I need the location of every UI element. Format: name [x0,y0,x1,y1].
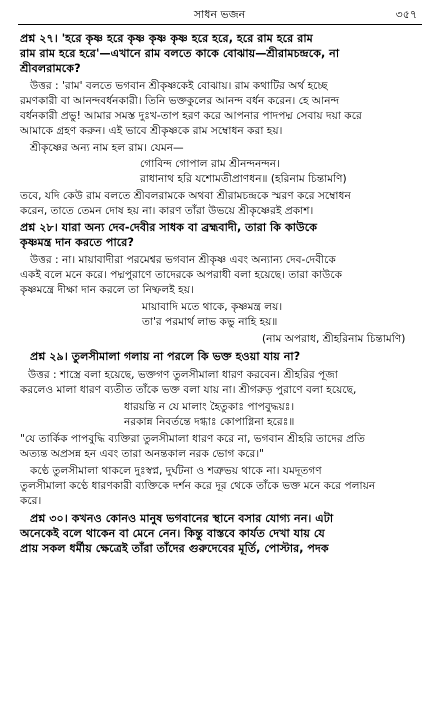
question-line-12: প্রশ্ন ২৮। যারা অন্য দেব-দেবীর সাধক বা ব্রহ্মবাদী, তারা কি কাউকে [20,221,318,234]
text-line-19: (নাম অপরাধ, শ্রীহরিনাম চিন্তামণি) [262,333,406,345]
text-line-8: গোবিন্দ গোপাল রাম শ্রীনন্দনন্দন। [140,158,280,170]
text-line-15: একই বলে মনে করে। পদ্মপুরাণে তাদেরকে অপরাধী বলা হয়েছে। তারা কাউকে [20,269,343,281]
question-line-20: প্রশ্ন ২৯। তুলসীমালা গলায় না পরলে কি ভক্ত হওয়া যায় না? [30,350,301,363]
text-line-24: নরকান্ন নিবর্তন্তে দগ্ধাঃ কোপাগ্নিনা হরেঃ॥ [124,416,295,428]
question-line-13: কৃষ্ণমন্ত্র দান করতে পারে? [20,236,134,249]
question-line-2: শ্রীবলরামকে? [20,62,81,75]
page-header-title: সাধন ভজন [193,8,246,21]
text-line-21: উত্তর : শাস্ত্রে বলা হয়েছে, ভক্তগণ তুলসীমালা ধারণ করবেন। শ্রীহরির পূজা [28,369,338,381]
text-line-23: ধারয়ন্তি ন যে মালাং হৈতুকাঃ পাপবুদ্ধয়ঃ। [124,401,295,413]
text-line-14: উত্তর : না। মায়াবাদীরা পরমেশ্বর ভগবান শ্রীকৃষ্ণ এবং অন্যান্য দেব-দেবীকে [30,254,336,266]
text-line-9: রাধানাথ হরি যশোমতীপ্রাণধন॥ (হরিনাম চিন্তামণি) [140,173,347,185]
question-line-30: প্রশ্ন ৩০। কখনও কোনও মানুষ ভগবানের স্থানে বসার যোগ্য নন। এটা [30,512,334,525]
text-line-17: মায়াবাদি মতে থাকে, কৃষ্ণমন্ত্র লয়। [142,301,283,313]
text-line-7: শ্রীকৃষ্ণের অন্য নাম হল রাম। যেমন— [30,142,184,154]
text-line-5: বর্ধনকারী প্রভু! আমার সমস্ত দুঃখ-তাপ হরণ করে আপনার পাদপদ্ম সেবায় দয়া করে [20,110,362,122]
text-line-26: অত্যন্ত অপ্রসন্ন হন এবং তারা অনন্তকাল নরক ভোগ করে।" [20,448,264,460]
text-line-16: কৃষ্ণমন্ত্রে দীক্ষা দান করলে তা নিষ্ফলই হয়। [20,284,194,296]
question-line-31: অনেকেই বলে থাকেন বা মেনে নেন। কিন্তু বাস্তবে কার্যত দেখা যায় যে [20,527,325,540]
page-number: ৩৫৭ [395,8,417,21]
text-line-25: "যে তার্কিক পাপবুদ্ধি ব্যক্তিরা তুলসীমালা ধারণ করে না, ভগবান শ্রীহরি তাদের প্রতি [20,433,365,445]
question-line-32: প্রায় সকল ধর্মীয় ক্ষেত্রেই তাঁরা তাঁদের গুরুদেবের মূর্তি, পোস্টার, পদক [20,542,329,555]
text-line-10: তবে, যদি কেউ রাম বলতে শ্রীবলরামকে অথবা শ্রীরামচন্দ্রকে স্মরণ করে সম্বোধন [20,190,351,202]
text-line-18: তা'র পরমার্থ লাভ কভু নাহি হয়॥ [142,316,278,328]
text-line-27: কণ্ঠে তুলসীমালা থাকলে দুঃস্বপ্ন, দুর্ঘটনা ও শত্রুভয় থাকে না। যমদূতগণ [30,465,322,477]
text-line-6: আমাকে গ্রহণ করুন। এই ভাবে শ্রীকৃষ্ণকে রাম সম্বোধন করা হয়। [20,125,283,137]
text-line-22: করলেও মালা ধারণ ব্যতীত তাঁকে ভক্ত বলা যায় না। শ্রীগরুড় পুরাণে বলা হয়েছে, [20,384,357,396]
question-line-1: রাম রাম হরে হরে'—এখানে রাম বলতে কাকে বোঝায়—শ্রীরামচন্দ্রকে, না [20,47,340,60]
text-line-3: উত্তর : 'রাম' বলতে ভগবান শ্রীকৃষ্ণকেই বোঝায়। রাম কথাটির অর্থ হচ্ছে [30,80,328,92]
header-divider [18,24,422,25]
text-line-4: রমণকারী বা আনন্দবর্ধনকারী। তিনি ভক্তকুলের আনন্দ বর্ধন করেন। হে আনন্দ [20,95,340,107]
text-line-28: তুলসীমালা কণ্ঠে ধারণকারী ব্যক্তিকে দর্শন করে দূর থেকে তাঁকে ভক্ত মনে করে পলায়ন [20,480,376,492]
question-line-0: প্রশ্ন ২৭। 'হরে কৃষ্ণ হরে কৃষ্ণ কৃষ্ণ কৃষ্ণ হরে হরে, হরে রাম হরে রাম [20,32,313,45]
text-line-29: করে। [20,495,42,507]
text-line-11: করেন, তাতে তেমন দোষ হয় না। কারণ তাঁরা উভয়ে শ্রীকৃষ্ণেরই প্রকাশ। [20,205,314,217]
